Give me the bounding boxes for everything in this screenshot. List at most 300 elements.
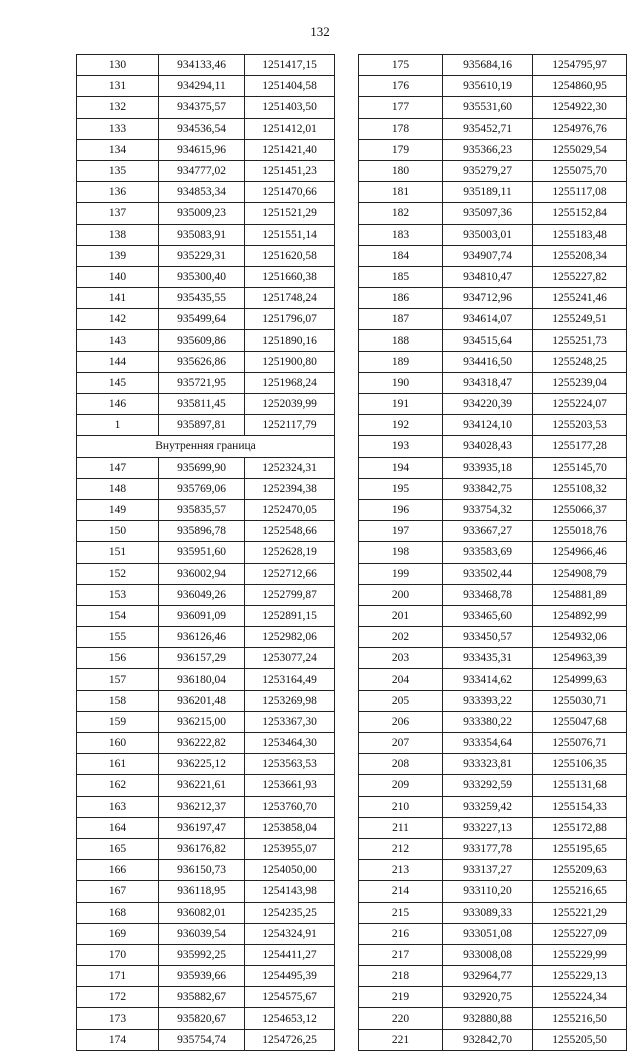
x-coordinate-cell: 934810,47 (443, 266, 533, 287)
y-coordinate-cell: 1255239,04 (533, 372, 627, 393)
x-coordinate-cell: 936221,61 (159, 775, 245, 796)
y-coordinate-cell: 1251890,16 (245, 330, 335, 351)
y-coordinate-cell: 1255248,25 (533, 351, 627, 372)
point-number-cell: 137 (77, 203, 159, 224)
table-row (359, 372, 627, 393)
x-coordinate-cell: 935684,16 (443, 55, 533, 76)
x-coordinate-cell: 933468,78 (443, 584, 533, 605)
point-number-cell: 188 (359, 330, 443, 351)
x-coordinate-cell: 934220,39 (443, 394, 533, 415)
point-number-cell: 190 (359, 372, 443, 393)
y-coordinate-cell: 1251451,23 (245, 160, 335, 181)
point-number-cell: 136 (77, 182, 159, 203)
table-row (77, 817, 335, 838)
table-row (359, 76, 627, 97)
table-row (359, 436, 627, 457)
table-row (359, 521, 627, 542)
y-coordinate-cell: 1251421,40 (245, 139, 335, 160)
table-row (359, 139, 627, 160)
point-number-cell: 164 (77, 817, 159, 838)
point-number-cell: 163 (77, 796, 159, 817)
y-coordinate-cell: 1255106,35 (533, 754, 627, 775)
y-coordinate-cell: 1251403,50 (245, 97, 335, 118)
y-coordinate-cell: 1255205,50 (533, 1029, 627, 1050)
x-coordinate-cell: 936225,12 (159, 754, 245, 775)
table-row (77, 330, 335, 351)
y-coordinate-cell: 1254881,89 (533, 584, 627, 605)
y-coordinate-cell: 1252324,31 (245, 457, 335, 478)
table-row (77, 182, 335, 203)
point-number-cell: 215 (359, 902, 443, 923)
point-number-cell: 171 (77, 966, 159, 987)
x-coordinate-cell: 933393,22 (443, 690, 533, 711)
point-number-cell: 179 (359, 139, 443, 160)
x-coordinate-cell: 935820,67 (159, 1008, 245, 1029)
y-coordinate-cell: 1251404,58 (245, 76, 335, 97)
y-coordinate-cell: 1252548,66 (245, 521, 335, 542)
y-coordinate-cell: 1253661,93 (245, 775, 335, 796)
point-number-cell: 1 (77, 415, 159, 436)
x-coordinate-cell: 933051,08 (443, 923, 533, 944)
x-coordinate-cell: 935610,19 (443, 76, 533, 97)
y-coordinate-cell: 1254963,39 (533, 648, 627, 669)
x-coordinate-cell: 936201,48 (159, 690, 245, 711)
table-row (77, 372, 335, 393)
table-row (77, 754, 335, 775)
point-number-cell: 181 (359, 182, 443, 203)
y-coordinate-cell: 1255216,50 (533, 1008, 627, 1029)
y-coordinate-cell: 1255221,29 (533, 902, 627, 923)
y-coordinate-cell: 1252712,66 (245, 563, 335, 584)
y-coordinate-cell: 1254575,67 (245, 987, 335, 1008)
point-number-cell: 139 (77, 245, 159, 266)
point-number-cell: 199 (359, 563, 443, 584)
point-number-cell: 172 (77, 987, 159, 1008)
x-coordinate-cell: 935499,64 (159, 309, 245, 330)
point-number-cell: 219 (359, 987, 443, 1008)
table-row (77, 351, 335, 372)
table-row (359, 923, 627, 944)
point-number-cell: 168 (77, 902, 159, 923)
point-number-cell: 160 (77, 733, 159, 754)
point-number-cell: 218 (359, 966, 443, 987)
x-coordinate-cell: 933583,69 (443, 542, 533, 563)
x-coordinate-cell: 935811,45 (159, 394, 245, 415)
point-number-cell: 197 (359, 521, 443, 542)
table-row (77, 1029, 335, 1050)
x-coordinate-cell: 935009,23 (159, 203, 245, 224)
table-row (359, 733, 627, 754)
x-coordinate-cell: 933008,08 (443, 944, 533, 965)
x-coordinate-cell: 935300,40 (159, 266, 245, 287)
y-coordinate-cell: 1254922,30 (533, 97, 627, 118)
y-coordinate-cell: 1255152,84 (533, 203, 627, 224)
x-coordinate-cell: 935229,31 (159, 245, 245, 266)
table-row (77, 288, 335, 309)
point-number-cell: 204 (359, 669, 443, 690)
table-row (359, 754, 627, 775)
table-row (359, 203, 627, 224)
x-coordinate-cell: 934614,07 (443, 309, 533, 330)
x-coordinate-cell: 936049,26 (159, 584, 245, 605)
table-row (77, 55, 335, 76)
y-coordinate-cell: 1255224,07 (533, 394, 627, 415)
x-coordinate-cell: 934777,02 (159, 160, 245, 181)
y-coordinate-cell: 1251796,07 (245, 309, 335, 330)
table-row (77, 394, 335, 415)
table-row (359, 542, 627, 563)
point-number-cell: 200 (359, 584, 443, 605)
table-row (359, 224, 627, 245)
y-coordinate-cell: 1255030,71 (533, 690, 627, 711)
point-number-cell: 174 (77, 1029, 159, 1050)
point-number-cell: 191 (359, 394, 443, 415)
table-row (359, 309, 627, 330)
x-coordinate-cell: 936002,94 (159, 563, 245, 584)
table-row (77, 266, 335, 287)
x-coordinate-cell: 932964,77 (443, 966, 533, 987)
point-number-cell: 173 (77, 1008, 159, 1029)
y-coordinate-cell: 1251748,24 (245, 288, 335, 309)
point-number-cell: 183 (359, 224, 443, 245)
table-row (359, 584, 627, 605)
point-number-cell: 150 (77, 521, 159, 542)
y-coordinate-cell: 1251900,80 (245, 351, 335, 372)
table-row (77, 563, 335, 584)
table-row (359, 605, 627, 626)
y-coordinate-cell: 1255229,99 (533, 944, 627, 965)
table-row (77, 584, 335, 605)
point-number-cell: 165 (77, 838, 159, 859)
x-coordinate-cell: 933667,27 (443, 521, 533, 542)
x-coordinate-cell: 936126,46 (159, 627, 245, 648)
y-coordinate-cell: 1254795,97 (533, 55, 627, 76)
x-coordinate-cell: 935003,01 (443, 224, 533, 245)
x-coordinate-cell: 933259,42 (443, 796, 533, 817)
table-row (359, 690, 627, 711)
x-coordinate-cell: 935097,36 (443, 203, 533, 224)
point-number-cell: 216 (359, 923, 443, 944)
x-coordinate-cell: 934907,74 (443, 245, 533, 266)
point-number-cell: 144 (77, 351, 159, 372)
point-number-cell: 154 (77, 605, 159, 626)
point-number-cell: 209 (359, 775, 443, 796)
x-coordinate-cell: 936091,09 (159, 605, 245, 626)
point-number-cell: 210 (359, 796, 443, 817)
y-coordinate-cell: 1254908,79 (533, 563, 627, 584)
table-row (77, 987, 335, 1008)
table-row (359, 160, 627, 181)
table-row (359, 817, 627, 838)
y-coordinate-cell: 1255154,33 (533, 796, 627, 817)
table-row (77, 139, 335, 160)
table-row (77, 648, 335, 669)
point-number-cell: 167 (77, 881, 159, 902)
y-coordinate-cell: 1255076,71 (533, 733, 627, 754)
point-number-cell: 211 (359, 817, 443, 838)
point-number-cell: 192 (359, 415, 443, 436)
x-coordinate-cell: 933323,81 (443, 754, 533, 775)
table-row (77, 224, 335, 245)
y-coordinate-cell: 1254860,95 (533, 76, 627, 97)
table-row (359, 288, 627, 309)
table-row (359, 944, 627, 965)
y-coordinate-cell: 1255172,88 (533, 817, 627, 838)
point-number-cell: 184 (359, 245, 443, 266)
table-row (359, 711, 627, 732)
x-coordinate-cell: 933354,64 (443, 733, 533, 754)
point-number-cell: 207 (359, 733, 443, 754)
y-coordinate-cell: 1254999,63 (533, 669, 627, 690)
x-coordinate-cell: 933292,59 (443, 775, 533, 796)
y-coordinate-cell: 1254235,25 (245, 902, 335, 923)
table-row (359, 669, 627, 690)
point-number-cell: 166 (77, 860, 159, 881)
x-coordinate-cell: 935279,27 (443, 160, 533, 181)
table-row (77, 203, 335, 224)
point-number-cell: 205 (359, 690, 443, 711)
point-number-cell: 214 (359, 881, 443, 902)
x-coordinate-cell: 934416,50 (443, 351, 533, 372)
y-coordinate-cell: 1255241,46 (533, 288, 627, 309)
y-coordinate-cell: 1255075,70 (533, 160, 627, 181)
table-row (77, 690, 335, 711)
y-coordinate-cell: 1254143,98 (245, 881, 335, 902)
y-coordinate-cell: 1255224,34 (533, 987, 627, 1008)
y-coordinate-cell: 1255251,73 (533, 330, 627, 351)
y-coordinate-cell: 1251521,29 (245, 203, 335, 224)
y-coordinate-cell: 1253464,30 (245, 733, 335, 754)
point-number-cell: 180 (359, 160, 443, 181)
table-row (359, 266, 627, 287)
y-coordinate-cell: 1254653,12 (245, 1008, 335, 1029)
table-row (77, 860, 335, 881)
x-coordinate-cell: 935882,67 (159, 987, 245, 1008)
x-coordinate-cell: 935699,90 (159, 457, 245, 478)
point-number-cell: 217 (359, 944, 443, 965)
point-number-cell: 148 (77, 478, 159, 499)
table-row (77, 118, 335, 139)
point-number-cell: 140 (77, 266, 159, 287)
x-coordinate-cell: 933450,57 (443, 627, 533, 648)
y-coordinate-cell: 1255227,82 (533, 266, 627, 287)
y-coordinate-cell: 1255227,09 (533, 923, 627, 944)
point-number-cell: 177 (359, 97, 443, 118)
table-row (77, 796, 335, 817)
table-row (359, 394, 627, 415)
point-number-cell: 157 (77, 669, 159, 690)
y-coordinate-cell: 1253077,24 (245, 648, 335, 669)
point-number-cell: 220 (359, 1008, 443, 1029)
x-coordinate-cell: 935754,74 (159, 1029, 245, 1050)
x-coordinate-cell: 936176,82 (159, 838, 245, 859)
x-coordinate-cell: 935769,06 (159, 478, 245, 499)
table-row (77, 521, 335, 542)
table-row (359, 457, 627, 478)
point-number-cell: 142 (77, 309, 159, 330)
y-coordinate-cell: 1253955,07 (245, 838, 335, 859)
y-coordinate-cell: 1251412,01 (245, 118, 335, 139)
y-coordinate-cell: 1252891,15 (245, 605, 335, 626)
table-row (359, 902, 627, 923)
x-coordinate-cell: 936197,47 (159, 817, 245, 838)
point-number-cell: 133 (77, 118, 159, 139)
table-row (77, 838, 335, 859)
table-row (359, 563, 627, 584)
x-coordinate-cell: 935896,78 (159, 521, 245, 542)
y-coordinate-cell: 1251968,24 (245, 372, 335, 393)
y-coordinate-cell: 1252394,38 (245, 478, 335, 499)
x-coordinate-cell: 934028,43 (443, 436, 533, 457)
table-row (77, 160, 335, 181)
y-coordinate-cell: 1253858,04 (245, 817, 335, 838)
y-coordinate-cell: 1252799,87 (245, 584, 335, 605)
point-number-cell: 196 (359, 499, 443, 520)
y-coordinate-cell: 1255195,65 (533, 838, 627, 859)
x-coordinate-cell: 933502,44 (443, 563, 533, 584)
table-row (359, 838, 627, 859)
section-header-cell: Внутренняя граница (77, 436, 335, 457)
x-coordinate-cell: 936222,82 (159, 733, 245, 754)
x-coordinate-cell: 932880,88 (443, 1008, 533, 1029)
x-coordinate-cell: 936180,04 (159, 669, 245, 690)
y-coordinate-cell: 1254324,91 (245, 923, 335, 944)
table-row (77, 499, 335, 520)
y-coordinate-cell: 1252628,19 (245, 542, 335, 563)
x-coordinate-cell: 936039,54 (159, 923, 245, 944)
point-number-cell: 202 (359, 627, 443, 648)
table-row (77, 1008, 335, 1029)
point-number-cell: 194 (359, 457, 443, 478)
point-number-cell: 156 (77, 648, 159, 669)
y-coordinate-cell: 1255183,48 (533, 224, 627, 245)
x-coordinate-cell: 933380,22 (443, 711, 533, 732)
point-number-cell: 130 (77, 55, 159, 76)
x-coordinate-cell: 936118,95 (159, 881, 245, 902)
table-row (359, 351, 627, 372)
x-coordinate-cell: 933414,62 (443, 669, 533, 690)
y-coordinate-cell: 1255209,63 (533, 860, 627, 881)
x-coordinate-cell: 933227,13 (443, 817, 533, 838)
point-number-cell: 203 (359, 648, 443, 669)
y-coordinate-cell: 1255177,28 (533, 436, 627, 457)
y-coordinate-cell: 1253164,49 (245, 669, 335, 690)
point-number-cell: 135 (77, 160, 159, 181)
table-row (77, 97, 335, 118)
point-number-cell: 208 (359, 754, 443, 775)
table-row (359, 860, 627, 881)
y-coordinate-cell: 1252982,06 (245, 627, 335, 648)
table-row (359, 499, 627, 520)
y-coordinate-cell: 1255047,68 (533, 711, 627, 732)
point-number-cell: 187 (359, 309, 443, 330)
table-row (77, 775, 335, 796)
point-number-cell: 146 (77, 394, 159, 415)
x-coordinate-cell: 935083,91 (159, 224, 245, 245)
point-number-cell: 132 (77, 97, 159, 118)
x-coordinate-cell: 935435,55 (159, 288, 245, 309)
y-coordinate-cell: 1255229,13 (533, 966, 627, 987)
x-coordinate-cell: 935721,95 (159, 372, 245, 393)
x-coordinate-cell: 935531,60 (443, 97, 533, 118)
y-coordinate-cell: 1252117,79 (245, 415, 335, 436)
y-coordinate-cell: 1254495,39 (245, 966, 335, 987)
table-row (359, 478, 627, 499)
x-coordinate-cell: 935835,57 (159, 499, 245, 520)
y-coordinate-cell: 1255018,76 (533, 521, 627, 542)
y-coordinate-cell: 1254976,76 (533, 118, 627, 139)
y-coordinate-cell: 1253269,98 (245, 690, 335, 711)
x-coordinate-cell: 934853,34 (159, 182, 245, 203)
table-row (77, 415, 335, 436)
x-coordinate-cell: 935189,11 (443, 182, 533, 203)
x-coordinate-cell: 933110,20 (443, 881, 533, 902)
y-coordinate-cell: 1254966,46 (533, 542, 627, 563)
x-coordinate-cell: 932920,75 (443, 987, 533, 1008)
x-coordinate-cell: 933842,75 (443, 478, 533, 499)
point-number-cell: 153 (77, 584, 159, 605)
x-coordinate-cell: 934294,11 (159, 76, 245, 97)
y-coordinate-cell: 1255249,51 (533, 309, 627, 330)
point-number-cell: 221 (359, 1029, 443, 1050)
point-number-cell: 161 (77, 754, 159, 775)
table-row (359, 182, 627, 203)
point-number-cell: 155 (77, 627, 159, 648)
y-coordinate-cell: 1251417,15 (245, 55, 335, 76)
point-number-cell: 149 (77, 499, 159, 520)
point-number-cell: 147 (77, 457, 159, 478)
x-coordinate-cell: 936150,73 (159, 860, 245, 881)
point-number-cell: 134 (77, 139, 159, 160)
page-number: 132 (310, 24, 330, 39)
table-row (359, 648, 627, 669)
point-number-cell: 170 (77, 944, 159, 965)
table-row (77, 627, 335, 648)
x-coordinate-cell: 935609,86 (159, 330, 245, 351)
x-coordinate-cell: 935452,71 (443, 118, 533, 139)
y-coordinate-cell: 1252470,05 (245, 499, 335, 520)
y-coordinate-cell: 1253367,30 (245, 711, 335, 732)
table-row (359, 97, 627, 118)
y-coordinate-cell: 1255216,65 (533, 881, 627, 902)
point-number-cell: 201 (359, 605, 443, 626)
point-number-cell: 169 (77, 923, 159, 944)
point-number-cell: 198 (359, 542, 443, 563)
point-number-cell: 176 (359, 76, 443, 97)
x-coordinate-cell: 934536,54 (159, 118, 245, 139)
y-coordinate-cell: 1252039,99 (245, 394, 335, 415)
x-coordinate-cell: 933177,78 (443, 838, 533, 859)
coordinates-table-left (76, 54, 335, 1051)
table-row (77, 76, 335, 97)
table-row (77, 966, 335, 987)
point-number-cell: 195 (359, 478, 443, 499)
y-coordinate-cell: 1251551,14 (245, 224, 335, 245)
x-coordinate-cell: 936082,01 (159, 902, 245, 923)
coordinates-table-right (358, 54, 627, 1051)
point-number-cell: 151 (77, 542, 159, 563)
x-coordinate-cell: 936212,37 (159, 796, 245, 817)
table-row (359, 118, 627, 139)
y-coordinate-cell: 1254726,25 (245, 1029, 335, 1050)
y-coordinate-cell: 1253760,70 (245, 796, 335, 817)
x-coordinate-cell: 935939,66 (159, 966, 245, 987)
x-coordinate-cell: 935992,25 (159, 944, 245, 965)
table-row (359, 775, 627, 796)
x-coordinate-cell: 934712,96 (443, 288, 533, 309)
table-row (359, 415, 627, 436)
table-row (77, 542, 335, 563)
